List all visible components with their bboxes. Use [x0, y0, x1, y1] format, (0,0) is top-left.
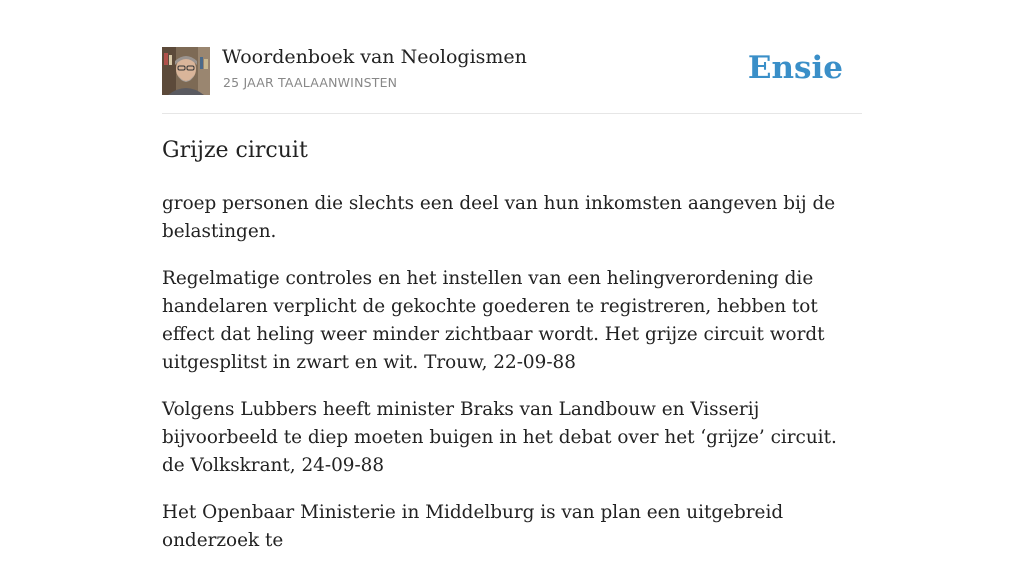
entry-title: Grijze circuit [162, 138, 308, 163]
entry-content [162, 190, 864, 574]
entry-quote: Regelmatige controles en het instellen van een helingverordening die handelaren verplicht de gekochte goederen te registreren, hebben tot effect dat heling weer minder zichtbaar wordt. Het grijze circuit wordt uitgesplitst in zwart en wit. Trouw, 22-09-88 [162, 268, 825, 373]
avatar-image [162, 47, 210, 95]
author-avatar[interactable] [162, 47, 210, 95]
site-subtitle: 25 JAAR TAALAANWINSTEN [223, 75, 398, 90]
entry-quote: Volgens Lubbers heeft minister Braks van Landbouw en Visserij bijvoorbeeld te diep moeten buigen in het debat over het ‘grijze’ circuit. de Volkskrant, 24-09-88 [162, 399, 837, 476]
entry-quote: Het Openbaar Ministerie in Middelburg is van plan een uitgebreid onderzoek te [162, 502, 784, 551]
site-title[interactable]: Woordenboek van Neologismen [222, 46, 527, 68]
entry-definition: groep personen die slechts een deel van hun inkomsten aangeven bij de belastingen. [162, 193, 836, 242]
page-container [162, 0, 862, 551]
site-header [162, 0, 862, 114]
ensie-logo-link[interactable]: Ensie [747, 50, 843, 86]
